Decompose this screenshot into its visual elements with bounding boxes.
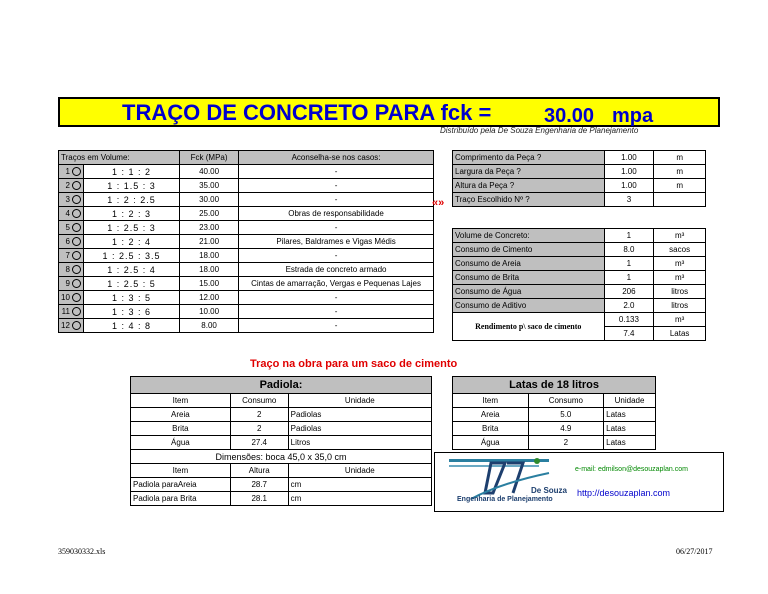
logo-tagline: Engenharia de Planejamento xyxy=(457,496,553,503)
traco-number xyxy=(59,207,84,221)
consumo-value: 8.0 xyxy=(604,243,654,257)
traco-row xyxy=(59,235,434,249)
traco-use: - xyxy=(239,193,434,207)
consumo-label: Consumo de Areia xyxy=(453,257,605,271)
traco-radio-icon[interactable] xyxy=(72,181,81,190)
title-banner xyxy=(58,97,720,127)
rendimento-label: Rendimento p\ saco de cimento xyxy=(453,313,605,341)
traco-number-label: 6 xyxy=(65,236,70,246)
consumo-label: Consumo de Brita xyxy=(453,271,605,285)
traco-use: - xyxy=(239,319,434,333)
latas-title: Latas de 18 litros xyxy=(453,377,656,394)
consumo-row xyxy=(453,229,706,243)
dims-row xyxy=(453,165,706,179)
traco-fck: 15.00 xyxy=(180,277,239,291)
traco-number xyxy=(59,263,84,277)
traco-fck: 18.00 xyxy=(180,249,239,263)
latas-unidade: Latas xyxy=(604,422,656,436)
padiola-dim-header-row xyxy=(131,464,432,478)
consumo-label: Consumo de Aditivo xyxy=(453,299,605,313)
traco-radio-icon[interactable] xyxy=(72,265,81,274)
padiola-dim-title: Dimensões: boca 45,0 x 35,0 cm xyxy=(131,450,432,464)
padiola-row xyxy=(131,436,432,450)
dims-label: Largura da Peça ? xyxy=(453,165,605,179)
dims-value-input[interactable]: 3 xyxy=(604,193,654,207)
traco-use: Cintas de amarração, Vergas e Pequenas Lajes xyxy=(239,277,434,291)
traco-ratio: 1 : 2 : 2.5 xyxy=(83,193,179,207)
traco-number xyxy=(59,235,84,249)
padiola-dim-altura: 28.1 xyxy=(230,492,288,506)
padiola-table xyxy=(130,376,432,506)
padiola-unidade: Litros xyxy=(288,436,431,450)
traco-row xyxy=(59,319,434,333)
traco-row xyxy=(59,207,434,221)
traco-row xyxy=(59,305,434,319)
traco-row xyxy=(59,249,434,263)
traco-number-label: 9 xyxy=(65,278,70,288)
footer-filename: 359030332.xls xyxy=(58,547,106,556)
latas-header: Item xyxy=(453,394,529,408)
latas-row xyxy=(453,408,656,422)
traco-row xyxy=(59,179,434,193)
padiola-dim-header: Altura xyxy=(230,464,288,478)
traco-number-label: 4 xyxy=(65,208,70,218)
padiola-dim-title-row xyxy=(131,450,432,464)
traco-row xyxy=(59,221,434,235)
consumo-row xyxy=(453,271,706,285)
latas-header: Consumo xyxy=(528,394,604,408)
traco-number-label: 10 xyxy=(61,292,70,302)
traco-ratio: 1 : 2.5 : 5 xyxy=(83,277,179,291)
traco-number xyxy=(59,319,84,333)
consumo-unit: m³ xyxy=(654,271,706,285)
padiola-item: Água xyxy=(131,436,231,450)
consumo-row xyxy=(453,257,706,271)
traco-number xyxy=(59,305,84,319)
latas-row xyxy=(453,436,656,450)
padiola-dim-unidade: cm xyxy=(288,492,431,506)
dims-unit: m xyxy=(654,165,706,179)
traco-number-label: 5 xyxy=(65,222,70,232)
traco-ratio: 1 : 2 : 3 xyxy=(83,207,179,221)
dims-unit: m xyxy=(654,151,706,165)
traco-obra-title: Traço na obra para um saco de cimento xyxy=(250,358,458,370)
footer-date: 06/27/2017 xyxy=(676,547,713,556)
padiola-dim-row xyxy=(131,478,432,492)
padiola-dim-item: Padiola para Brita xyxy=(131,492,231,506)
traco-use: - xyxy=(239,165,434,179)
traco-number xyxy=(59,249,84,263)
latas-unidade: Latas xyxy=(604,436,656,450)
padiola-header: Unidade xyxy=(288,394,431,408)
consumo-unit: m³ xyxy=(654,229,706,243)
latas-table xyxy=(452,376,656,450)
traco-number xyxy=(59,277,84,291)
header-casos: Aconselha-se nos casos: xyxy=(239,151,434,165)
padiola-row xyxy=(131,408,432,422)
tracos-table xyxy=(58,150,434,333)
rendimento-unit-m3: m³ xyxy=(654,313,706,327)
logo-url-link[interactable]: http://desouzaplan.com xyxy=(577,488,671,498)
consumo-value: 1 xyxy=(604,257,654,271)
padiola-dim-unidade: cm xyxy=(288,478,431,492)
padiola-consumo: 2 xyxy=(230,422,288,436)
traco-fck: 35.00 xyxy=(180,179,239,193)
latas-item: Brita xyxy=(453,422,529,436)
header-fck: Fck (MPa) xyxy=(180,151,239,165)
consumo-value: 206 xyxy=(604,285,654,299)
consumo-unit: litros xyxy=(654,285,706,299)
latas-item: Areia xyxy=(453,408,529,422)
traco-radio-icon[interactable] xyxy=(72,293,81,302)
latas-header: Unidade xyxy=(604,394,656,408)
dims-row xyxy=(453,193,706,207)
dims-value-input[interactable]: 1.00 xyxy=(604,165,654,179)
traco-fck: 18.00 xyxy=(180,263,239,277)
consumo-label: Consumo de Cimento xyxy=(453,243,605,257)
logo-email[interactable]: e-mail: edmilson@desouzaplan.com xyxy=(575,466,688,473)
traco-number xyxy=(59,165,84,179)
padiola-consumo: 27.4 xyxy=(230,436,288,450)
traco-fck: 30.00 xyxy=(180,193,239,207)
dims-value-input[interactable]: 1.00 xyxy=(604,151,654,165)
rendimento-row xyxy=(453,313,706,327)
latas-row xyxy=(453,422,656,436)
traco-fck: 12.00 xyxy=(180,291,239,305)
traco-ratio: 1 : 2.5 : 3.5 xyxy=(83,249,179,263)
traco-radio-icon[interactable] xyxy=(72,237,81,246)
consumo-unit: sacos xyxy=(654,243,706,257)
traco-use: - xyxy=(239,179,434,193)
padiola-dim-item: Padiola paraAreia xyxy=(131,478,231,492)
consumo-value: 2.0 xyxy=(604,299,654,313)
traco-radio-icon[interactable] xyxy=(72,167,81,176)
latas-consumo: 2 xyxy=(528,436,604,450)
consumo-row xyxy=(453,243,706,257)
dims-label: Traço Escolhido Nº ? xyxy=(453,193,605,207)
company-logo-box xyxy=(434,452,724,512)
traco-radio-icon[interactable] xyxy=(72,195,81,204)
traco-row xyxy=(59,165,434,179)
padiola-header: Item xyxy=(131,394,231,408)
padiola-header: Consumo xyxy=(230,394,288,408)
traco-ratio: 1 : 2.5 : 4 xyxy=(83,263,179,277)
traco-row xyxy=(59,193,434,207)
rendimento-value-latas: 7.4 xyxy=(604,327,654,341)
consumo-value: 1 xyxy=(604,229,654,243)
traco-radio-icon[interactable] xyxy=(72,251,81,260)
dims-value-input[interactable]: 1.00 xyxy=(604,179,654,193)
padiola-dim-header: Item xyxy=(131,464,231,478)
traco-ratio: 1 : 1 : 2 xyxy=(83,165,179,179)
consumo-row xyxy=(453,299,706,313)
padiola-consumo: 2 xyxy=(230,408,288,422)
traco-radio-icon[interactable] xyxy=(72,307,81,316)
traco-use: Estrada de concreto armado xyxy=(239,263,434,277)
traco-number-label: 1 xyxy=(65,166,70,176)
traco-ratio: 1 : 1.5 : 3 xyxy=(83,179,179,193)
traco-use: Pilares, Baldrames e Vigas Médis xyxy=(239,235,434,249)
traco-fck: 8.00 xyxy=(180,319,239,333)
padiola-unidade: Padiolas xyxy=(288,422,431,436)
padiola-title: Padiola: xyxy=(131,377,432,394)
traco-row xyxy=(59,277,434,291)
dims-label: Altura da Peça ? xyxy=(453,179,605,193)
traco-number xyxy=(59,221,84,235)
traco-radio-icon[interactable] xyxy=(72,223,81,232)
traco-number-label: 11 xyxy=(61,306,70,316)
traco-fck: 40.00 xyxy=(180,165,239,179)
fck-unit: mpa xyxy=(612,105,654,127)
traco-fck: 21.00 xyxy=(180,235,239,249)
dims-unit: m xyxy=(654,179,706,193)
traco-fck: 10.00 xyxy=(180,305,239,319)
traco-number-label: 3 xyxy=(65,194,70,204)
latas-consumo: 4.9 xyxy=(528,422,604,436)
rendimento-unit-latas: Latas xyxy=(654,327,706,341)
padiola-dim-altura: 28.7 xyxy=(230,478,288,492)
dims-row xyxy=(453,151,706,165)
padiola-item: Brita xyxy=(131,422,231,436)
traco-number-label: 2 xyxy=(65,180,70,190)
fck-value: 30.00 xyxy=(544,105,595,127)
logo-brand: De Souza xyxy=(531,486,568,495)
traco-radio-icon[interactable] xyxy=(72,279,81,288)
dims-table xyxy=(452,150,706,207)
traco-number xyxy=(59,179,84,193)
consumo-value: 1 xyxy=(604,271,654,285)
traco-ratio: 1 : 2 : 4 xyxy=(83,235,179,249)
traco-number xyxy=(59,193,84,207)
consumo-unit: litros xyxy=(654,299,706,313)
traco-use: - xyxy=(239,249,434,263)
traco-use: - xyxy=(239,305,434,319)
dims-unit xyxy=(654,193,706,207)
consumo-unit: m³ xyxy=(654,257,706,271)
padiola-unidade: Padiolas xyxy=(288,408,431,422)
latas-header-row xyxy=(453,394,656,408)
traco-fck: 25.00 xyxy=(180,207,239,221)
traco-number-label: 12 xyxy=(61,320,70,330)
subtitle: Distribuído pela De Souza Engenharia de Planejamento xyxy=(440,126,639,135)
traco-number xyxy=(59,291,84,305)
padiola-header-row xyxy=(131,394,432,408)
traco-ratio: 1 : 3 : 6 xyxy=(83,305,179,319)
consumo-label: Volume de Concreto: xyxy=(453,229,605,243)
dims-row xyxy=(453,179,706,193)
padiola-dim-row xyxy=(131,492,432,506)
traco-ratio: 1 : 4 : 8 xyxy=(83,319,179,333)
traco-use: - xyxy=(239,291,434,305)
traco-row xyxy=(59,291,434,305)
traco-radio-icon[interactable] xyxy=(72,321,81,330)
traco-number-label: 7 xyxy=(65,250,70,260)
traco-row xyxy=(59,263,434,277)
latas-item: Água xyxy=(453,436,529,450)
latas-consumo: 5.0 xyxy=(528,408,604,422)
traco-fck: 23.00 xyxy=(180,221,239,235)
rendimento-value-m3: 0.133 xyxy=(604,313,654,327)
traco-use: Obras de responsabilidade xyxy=(239,207,434,221)
consumo-table xyxy=(452,228,706,341)
consumo-row xyxy=(453,285,706,299)
header-tracos: Traços em Volume: xyxy=(59,151,180,165)
traco-number-label: 8 xyxy=(65,264,70,274)
traco-use: - xyxy=(239,221,434,235)
title-text: TRAÇO DE CONCRETO PARA fck = xyxy=(122,100,492,125)
dims-label: Comprimento da Peça ? xyxy=(453,151,605,165)
padiola-item: Areia xyxy=(131,408,231,422)
traco-ratio: 1 : 3 : 5 xyxy=(83,291,179,305)
traco-ratio: 1 : 2.5 : 3 xyxy=(83,221,179,235)
traco-radio-icon[interactable] xyxy=(72,209,81,218)
padiola-row xyxy=(131,422,432,436)
latas-unidade: Latas xyxy=(604,408,656,422)
arrows-indicator: «» xyxy=(432,197,445,209)
consumo-label: Consumo de Água xyxy=(453,285,605,299)
padiola-dim-header: Unidade xyxy=(288,464,431,478)
